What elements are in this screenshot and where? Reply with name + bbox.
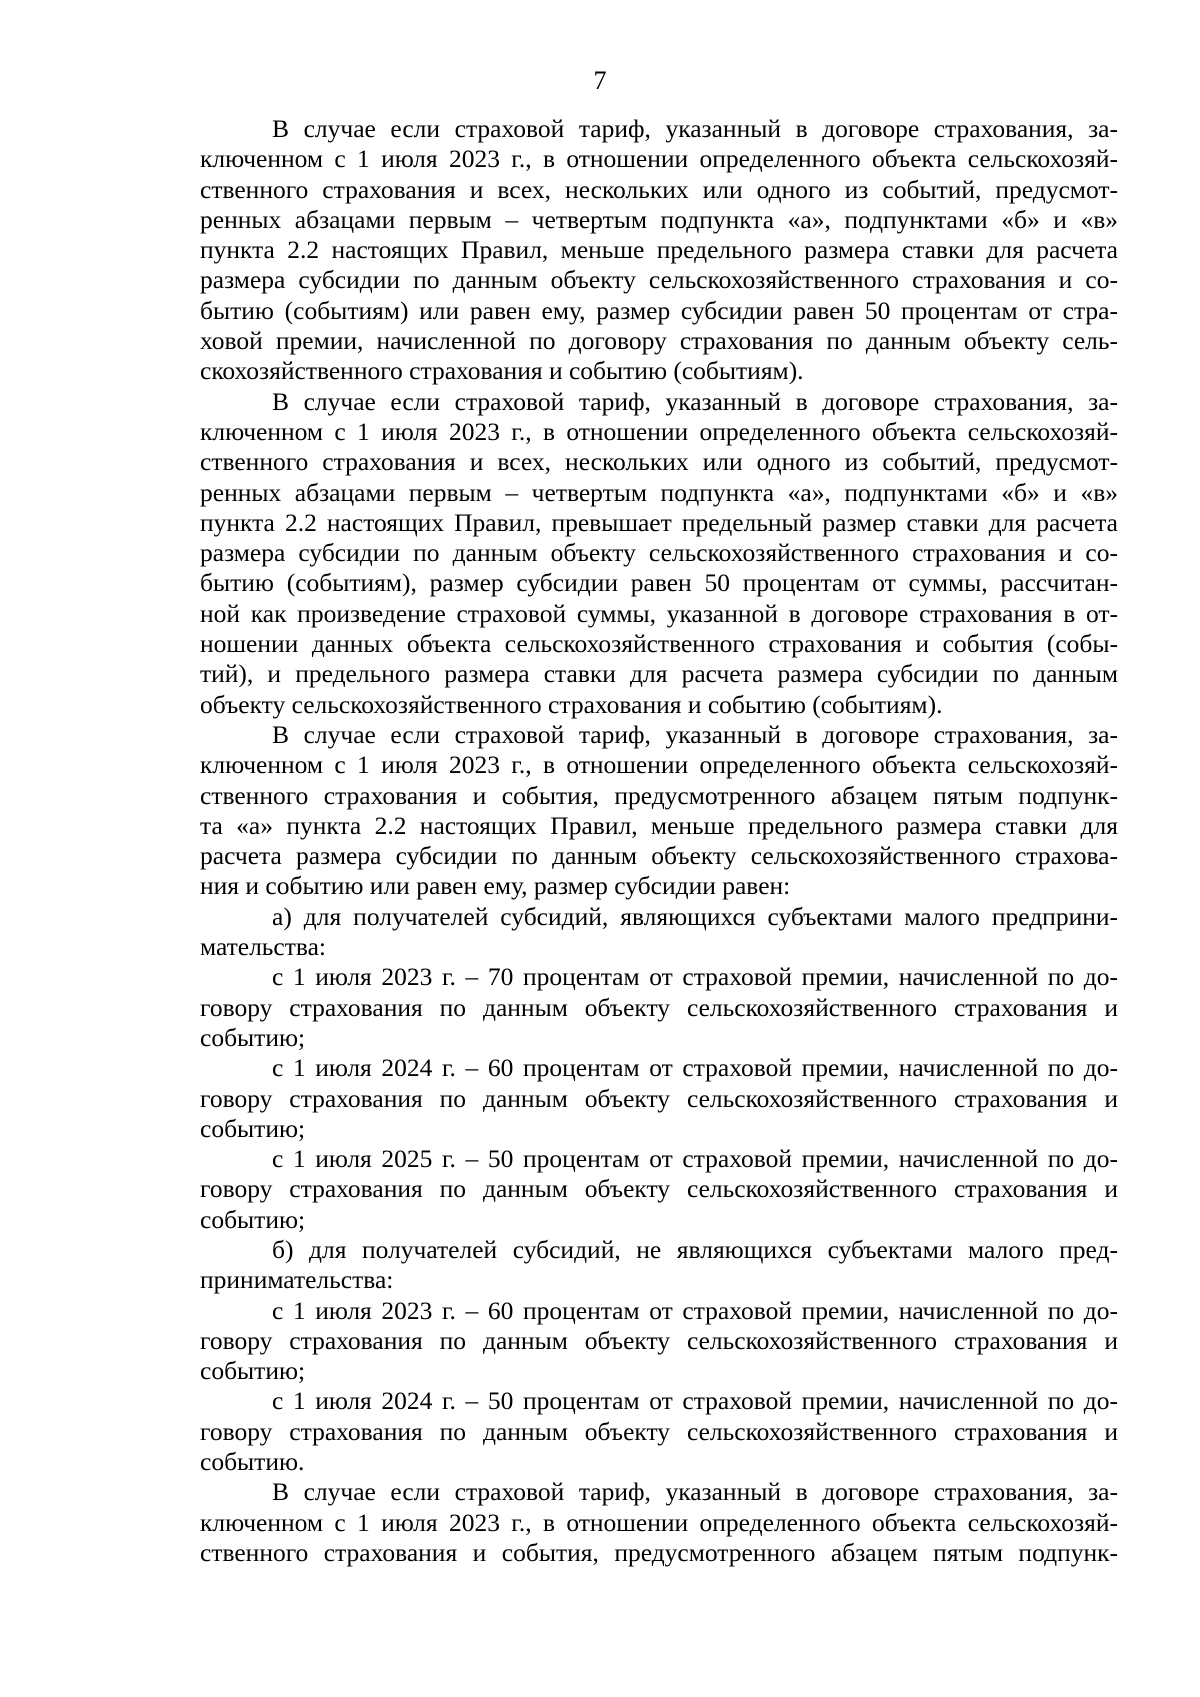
paragraph-line: принимательства: [200,1265,394,1295]
paragraph [200,1235,1118,1296]
paragraph-line: говору страхования по данным объекту сельскохозяйственного страхования и [200,992,1118,1022]
paragraph-line: ренных абзацами первым – четвертым подпункта «а», подпунктами «б» и «в» [200,204,1118,234]
paragraph-line: говору страхования по данным объекту сельскохозяйственного страхования и [200,1174,1118,1204]
paragraph-line: ключенном с 1 июля 2023 г., в отношении определенного объекта сельскохозяй- [200,1507,1118,1537]
paragraph-line: ственного страхования и события, предусмотренного абзацем пятым подпунк- [200,780,1118,810]
paragraph-line: событию; [200,1356,306,1386]
paragraph-line: ношении данных объекта сельскохозяйственного страхования и события (собы- [200,629,1118,659]
paragraph-line: тий), и предельного размера ставки для расчета размера субсидии по данным [200,659,1118,689]
paragraph-line: та «а» пункта 2.2 настоящих Правил, меньше предельного размера ставки для [200,810,1118,840]
paragraph-line: событию; [200,1204,306,1234]
paragraph [200,720,1118,902]
paragraph-line: размера субсидии по данным объекту сельскохозяйственного страхования и со- [200,265,1118,295]
paragraph-line: объекту сельскохозяйственного страхования и событию (событиям). [200,689,943,719]
paragraph-line: мательства: [200,932,327,962]
paragraph-line: бытию (событиям), размер субсидии равен 50 процентам от суммы, рассчитан- [200,568,1118,598]
paragraph-line: говору страхования по данным объекту сельскохозяйственного страхования и [200,1083,1118,1113]
paragraph-line: ственного страхования и события, предусмотренного абзацем пятым подпунк- [200,1537,1118,1567]
paragraph-line: с 1 июля 2024 г. – 50 процентам от страховой премии, начисленной по до- [272,1386,1118,1416]
paragraph [200,114,1118,387]
paragraph-line: скохозяйственного страхования и событию (событиям). [200,356,804,386]
paragraph [200,1053,1118,1144]
paragraph-line: событию. [200,1447,305,1477]
paragraph [200,1296,1118,1387]
paragraph-line: ключенном с 1 июля 2023 г., в отношении определенного объекта сельскохозяй- [200,416,1118,446]
paragraph-line: расчета размера субсидии по данным объекту сельскохозяйственного страхова- [200,841,1118,871]
paragraph-line: ховой премии, начисленной по договору страхования по данным объекту сель- [200,326,1118,356]
paragraph [200,387,1118,720]
paragraph-line: б) для получателей субсидий, не являющихся субъектами малого пред- [272,1234,1118,1264]
paragraph-line: ственного страхования и всех, нескольких или одного из событий, предусмот- [200,174,1118,204]
paragraph-line: В случае если страховой тариф, указанный в договоре страхования, за- [272,386,1118,416]
paragraph-line: с 1 июля 2024 г. – 60 процентам от страховой премии, начисленной по до- [272,1053,1118,1083]
paragraph [200,962,1118,1053]
paragraph [200,1477,1118,1568]
paragraph-line: ключенном с 1 июля 2023 г., в отношении определенного объекта сельскохозяй- [200,144,1118,174]
paragraph [200,902,1118,963]
paragraph-line: ния и событию или равен ему, размер субсидии равен: [200,871,791,901]
paragraph [200,1144,1118,1235]
paragraph-line: ственного страхования и всех, нескольких или одного из событий, предусмот- [200,447,1118,477]
paragraph-line: ренных абзацами первым – четвертым подпункта «а», подпунктами «б» и «в» [200,477,1118,507]
paragraph-line: событию; [200,1113,306,1143]
paragraph-line: размера субсидии по данным объекту сельскохозяйственного страхования и со- [200,538,1118,568]
paragraph-line: бытию (событиям) или равен ему, размер субсидии равен 50 процентам от стра- [200,295,1118,325]
paragraph [200,1386,1118,1477]
paragraph-line: В случае если страховой тариф, указанный в договоре страхования, за- [272,1477,1118,1507]
paragraph-line: пункта 2.2 настоящих Правил, меньше предельного размера ставки для расчета [200,235,1118,265]
paragraph-line: ной как произведение страховой суммы, указанной в договоре страхования в от- [200,598,1118,628]
paragraph-line: а) для получателей субсидий, являющихся субъектами малого предприни- [272,901,1118,931]
page-number: 7 [593,66,607,95]
paragraph-line: пункта 2.2 настоящих Правил, превышает предельный размер ставки для расчета [200,507,1118,537]
paragraph-line: В случае если страховой тариф, указанный в договоре страхования, за- [272,114,1118,143]
paragraph-line: говору страхования по данным объекту сельскохозяйственного страхования и [200,1416,1118,1446]
paragraph-line: ключенном с 1 июля 2023 г., в отношении определенного объекта сельскохозяй- [200,750,1118,780]
document-body [200,114,1118,1568]
paragraph-line: В случае если страховой тариф, указанный в договоре страхования, за- [272,719,1118,749]
paragraph-line: с 1 июля 2023 г. – 60 процентам от страховой премии, начисленной по до- [272,1295,1118,1325]
paragraph-line: событию; [200,1022,306,1052]
paragraph-line: с 1 июля 2023 г. – 70 процентам от страховой премии, начисленной по до- [272,962,1118,992]
paragraph-line: говору страхования по данным объекту сельскохозяйственного страхования и [200,1325,1118,1355]
paragraph-line: с 1 июля 2025 г. – 50 процентам от страховой премии, начисленной по до- [272,1144,1118,1174]
